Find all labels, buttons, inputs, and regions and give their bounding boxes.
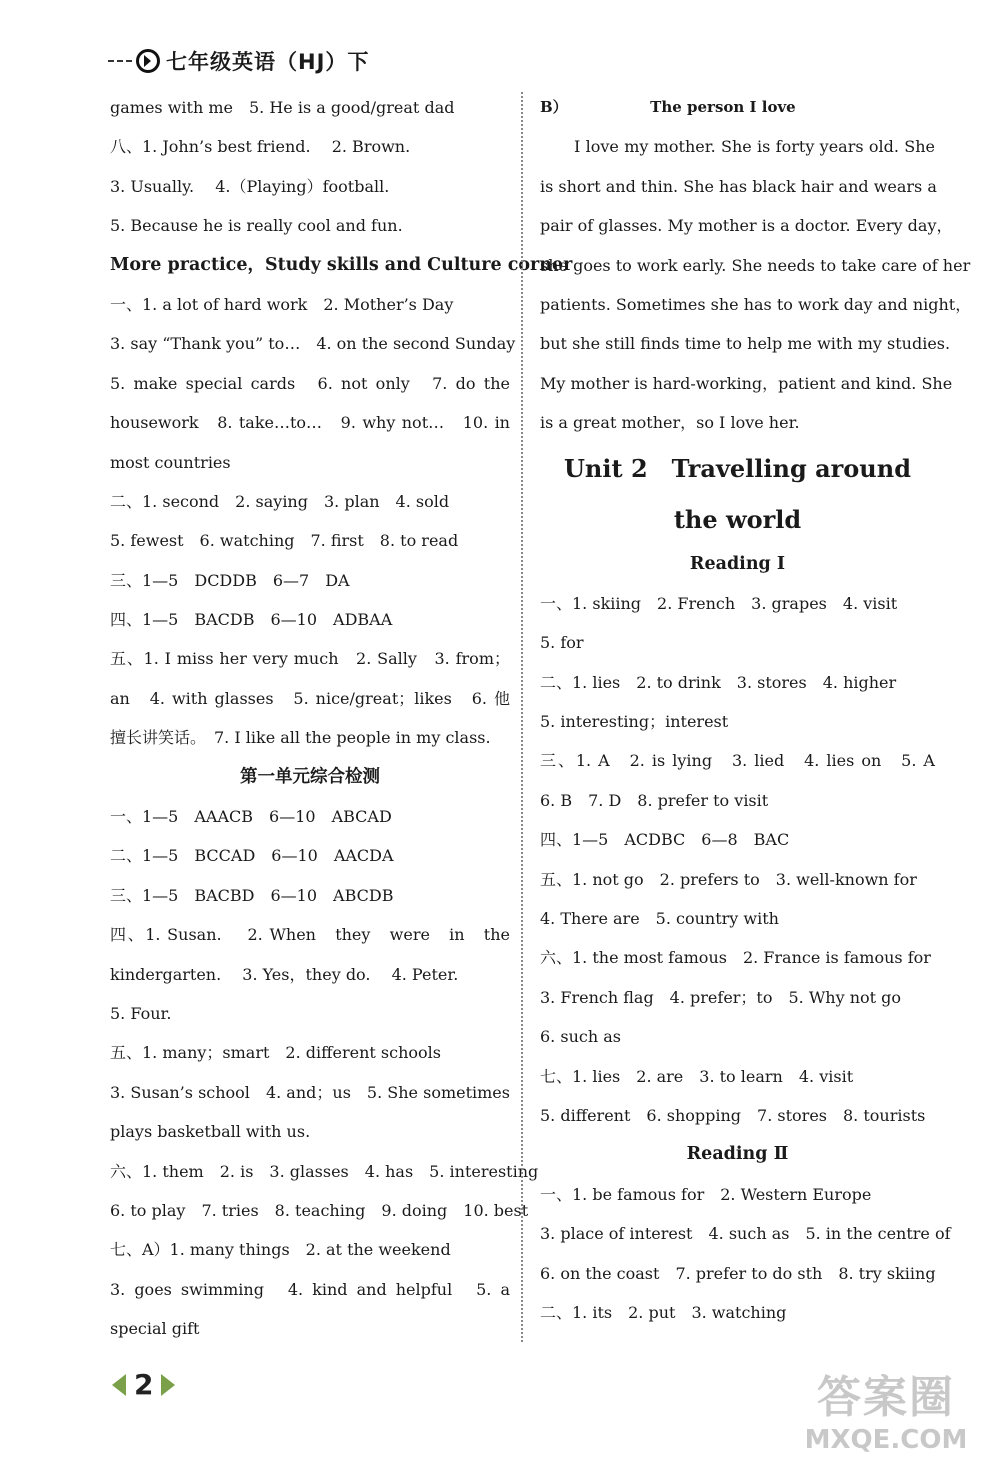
answer-line: My mother is hard-working，patient and kind. She xyxy=(540,373,953,393)
answer-line: 5. different 6. shopping 7. stores 8. tourists xyxy=(540,1105,926,1125)
answer-line: 4. There are 5. country with xyxy=(540,909,779,929)
unit-title: the world xyxy=(673,504,802,534)
answer-line: games with me 5. He is a good/great dad xyxy=(110,98,455,117)
answer-line: 四、1—5 ACDBC 6—8 BAC xyxy=(540,830,790,850)
answer-line: 3. Usually. 4.（Playing）football. xyxy=(110,176,390,196)
page-header xyxy=(108,44,369,78)
answer-line: special gift xyxy=(110,1319,200,1339)
play-circle-icon xyxy=(136,49,160,73)
section-heading: 第一单元综合检测 xyxy=(240,766,380,787)
answer-line: 五、1. not go 2. prefers to 3. well-known for xyxy=(540,869,917,889)
answer-line: 四、1—5 BACDB 6—10 ADBAA xyxy=(110,610,393,630)
answer-line: 六、1. them 2. is 3. glasses 4. has 5. interesting xyxy=(110,1161,539,1181)
answer-line: 5. Because he is really cool and fun. xyxy=(110,216,403,236)
answer-line: 四、1. Susan. 2. When they were in the xyxy=(110,925,510,945)
page-number: 2 xyxy=(134,1368,154,1401)
answer-line: 6. such as xyxy=(540,1027,621,1047)
section-heading: Reading Ⅰ xyxy=(689,553,786,574)
answer-line: 一、1—5 AAACB 6—10 ABCAD xyxy=(110,807,392,827)
answer-line: 6. B 7. D 8. prefer to visit xyxy=(540,790,769,810)
site-watermark xyxy=(786,1371,986,1461)
book-title: 七年级英语（HJ）下 xyxy=(166,50,370,74)
section-heading: Reading Ⅱ xyxy=(686,1144,789,1165)
answer-line: kindergarten. 3. Yes，they do. 4. Peter. xyxy=(110,964,459,984)
answer-line: 3. French flag 4. prefer；to 5. Why not go xyxy=(540,987,902,1007)
answer-line: patients. Sometimes she has to work day and night， xyxy=(540,294,972,314)
answer-line: 3. place of interest 4. such as 5. in the centre of xyxy=(540,1224,951,1244)
answer-line: 七、A）1. many things 2. at the weekend xyxy=(110,1240,451,1260)
answer-line: 二、1. second 2. saying 3. plan 4. sold xyxy=(110,491,450,511)
answer-line: 5. interesting；interest xyxy=(540,712,729,732)
answer-line: 三、1—5 BACBD 6—10 ABCDB xyxy=(110,885,394,905)
answer-line: 二、1. its 2. put 3. watching xyxy=(540,1302,787,1322)
answer-line: 二、1. lies 2. to drink 3. stores 4. higher xyxy=(540,672,897,692)
answer-line: plays basketball with us. xyxy=(110,1122,311,1142)
answer-line: 一、1. be famous for 2. Western Europe xyxy=(540,1184,872,1204)
answer-line: 二、1—5 BCCAD 6—10 AACDA xyxy=(110,846,394,866)
watermark-logo-text: 答案圈 xyxy=(817,1372,955,1423)
answer-line: 三、1. A 2. is lying 3. lied 4. lies on 5. A xyxy=(540,751,935,771)
answer-line: most countries xyxy=(110,452,231,472)
answer-line: 五、1. many；smart 2. different schools xyxy=(110,1043,441,1063)
answer-line: 5. fewest 6. watching 7. first 8. to read xyxy=(110,531,459,551)
answer-line: 5. make special cards 6. not only 7. do the xyxy=(110,373,510,393)
answer-line: 一、1. a lot of hard work 2. Mother’s Day xyxy=(110,294,454,314)
header-dash-decoration xyxy=(108,60,132,62)
answer-line: 3. say “Thank you” to… 4. on the second Sunday xyxy=(110,334,516,354)
column-divider xyxy=(521,92,523,1342)
arrow-right-icon xyxy=(161,1374,175,1396)
answer-line: 七、1. lies 2. are 3. to learn 4. visit xyxy=(540,1066,854,1086)
answer-line: 3. Susan’s school 4. and；us 5. She sometimes xyxy=(110,1082,510,1102)
answer-line: she goes to work early. She needs to take care of her xyxy=(540,255,971,275)
answer-line: 5. Four. xyxy=(110,1003,172,1023)
section-heading: More practice，Study skills and Culture corner xyxy=(110,254,573,275)
answer-line: 八、1. John’s best friend. 2. Brown. xyxy=(110,137,411,157)
answer-line: housework 8. take…to… 9. why not… 10. in xyxy=(110,413,510,433)
answer-line: 擅长讲笑话。 7. I like all the people in my class. xyxy=(110,728,491,748)
answer-line: is a great mother，so I love her. xyxy=(540,413,800,433)
answer-line: 六、1. the most famous 2. France is famous for xyxy=(540,948,931,968)
answer-line: 6. to play 7. tries 8. teaching 9. doing 10. best xyxy=(110,1200,529,1220)
answer-line: 6. on the coast 7. prefer to do sth 8. try skiing xyxy=(540,1263,936,1283)
answer-line: 五、1. I miss her very much 2. Sally 3. from； xyxy=(110,649,510,669)
answer-line: 3. goes swimming 4. kind and helpful 5. a xyxy=(110,1279,510,1299)
unit-title: Unit 2 Travelling around xyxy=(564,453,911,483)
answer-line: an 4. with glasses 5. nice/great；likes 6. 他 xyxy=(110,688,510,708)
answer-line: is short and thin. She has black hair and wears a xyxy=(540,176,937,196)
watermark-site-text: MXQE.COM xyxy=(804,1425,968,1455)
page-number-footer xyxy=(112,1368,175,1401)
right-answer-column xyxy=(540,88,972,1332)
answer-line: B） The person I love xyxy=(540,98,796,116)
answer-line: 三、1—5 DCDDB 6—7 DA xyxy=(110,570,350,590)
answer-line: but she still finds time to help me with my studies. xyxy=(540,334,951,354)
answer-line: I love my mother. She is forty years old. She xyxy=(574,137,935,157)
answer-line: 5. for xyxy=(540,633,584,653)
answer-line: 一、1. skiing 2. French 3. grapes 4. visit xyxy=(540,593,898,613)
arrow-left-icon xyxy=(112,1374,126,1396)
answer-line: pair of glasses. My mother is a doctor. Every day， xyxy=(540,216,953,236)
